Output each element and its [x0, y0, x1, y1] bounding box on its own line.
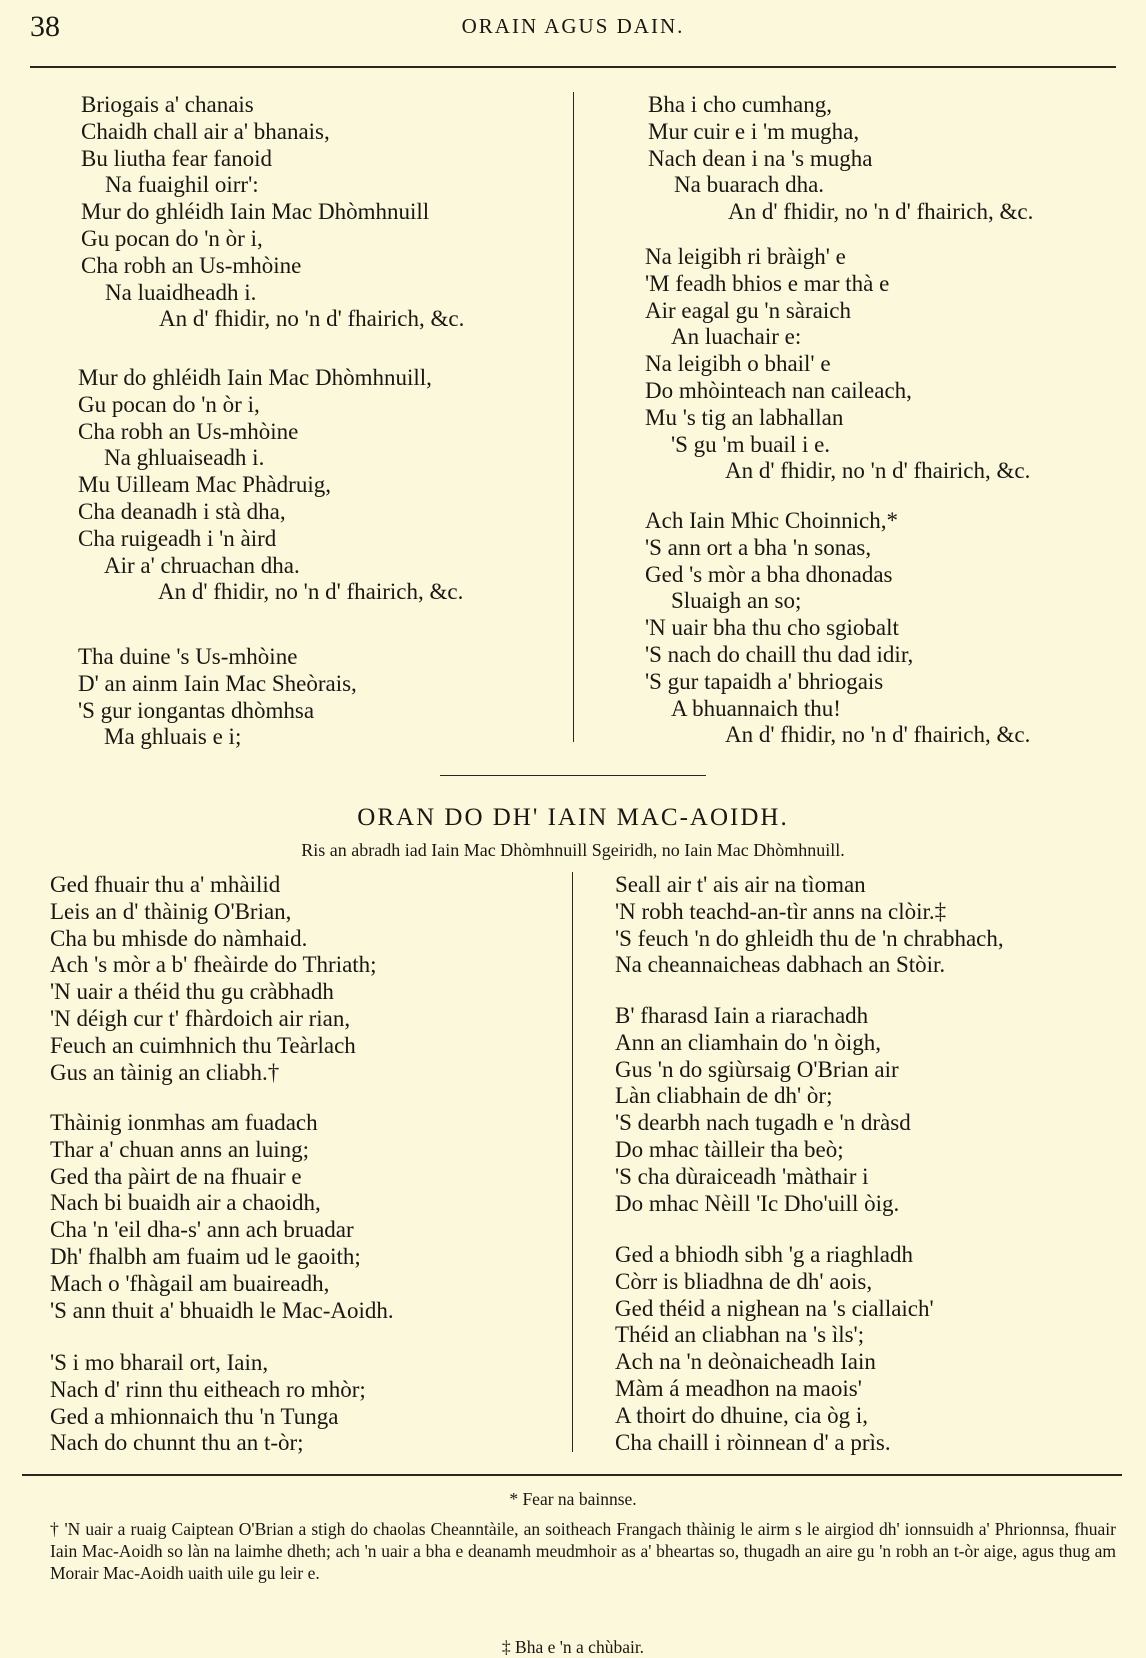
- verse-line: A thoirt do dhuine, cia òg i,: [615, 1402, 868, 1428]
- verse-line: Air a' chruachan dha.: [104, 552, 300, 578]
- verse-line: Ged 's mòr a bha dhonadas: [645, 561, 893, 587]
- verse-line: Ann an cliamhain do 'n òigh,: [615, 1029, 882, 1055]
- stanza: [50, 1350, 366, 1457]
- verse-line: Leis an d' thàinig O'Brian,: [50, 898, 292, 924]
- verse-line: 'S gur tapaidh a' bhriogais: [645, 668, 884, 694]
- page-number: 38: [30, 10, 60, 43]
- verse-line: 'S i mo bharail ort, Iain,: [50, 1350, 269, 1375]
- refrain-line: An d' fhidir, no 'n d' fhairich, &c.: [159, 306, 465, 332]
- verse-line: Làn cliabhain de dh' òr;: [615, 1083, 833, 1109]
- verse-line: Cha robh an Us-mhòine: [81, 252, 302, 278]
- verse-line: Ach 's mòr a b' fheàirde do Thriath;: [50, 952, 377, 978]
- footnote-double-dagger: ‡ Bha e 'n a chùbair.: [501, 1637, 645, 1657]
- footnote-dagger: † 'N uair a ruaig Caiptean O'Brian a stigh do chaolas Cheanntàile, an soitheach Frangach thàinig le airm s le airgiod dh' ionnsuidh a' Phrionnsa, fhuair Iain Mac-Aoidh so làn na laimhe dheth; ach 'n uair a bha e deanamh meudmhoir as a' bheartas so, thugadh an aire gu 'n robh an t-òr aige, agus thug am Morair Mac-Aoidh uaith uile gu leir e.: [50, 1519, 1116, 1583]
- stanza: [50, 872, 377, 1086]
- verse-line: Na cheannaicheas dabhach an Stòir.: [615, 952, 946, 978]
- verse-line: 'S nach do chaill thu dad idir,: [645, 641, 914, 667]
- song-subtitle: Ris an abradh iad Iain Mac Dhòmhnuill Sgeiridh, no Iain Mac Dhòmhnuill.: [301, 840, 845, 860]
- verse-line: 'S feuch 'n do ghleidh thu de 'n chrabhach,: [615, 925, 1004, 951]
- verse-line: Ged fhuair thu a' mhàilid: [50, 872, 281, 897]
- verse-line: Gu pocan do 'n òr i,: [81, 225, 263, 251]
- stanza: [615, 1003, 911, 1217]
- verse-line: A bhuannaich thu!: [671, 695, 841, 721]
- verse-line: Nach d' rinn thu eitheach ro mhòr;: [50, 1376, 366, 1402]
- verse-line: D' an ainm Iain Mac Sheòrais,: [78, 670, 357, 696]
- verse-line: Cha ruigeadh i 'n àird: [78, 525, 277, 551]
- verse-line: Còrr is bliadhna de dh' aois,: [615, 1268, 873, 1294]
- verse-line: 'S ann ort a bha 'n sonas,: [645, 534, 872, 560]
- verse-line: Do mhòinteach nan caileach,: [645, 377, 912, 403]
- verse-line: Gus an tàinig an cliabh.†: [50, 1059, 280, 1085]
- verse-line: Mur do ghléidh Iain Mac Dhòmhnuill,: [78, 365, 432, 390]
- refrain-line: An d' fhidir, no 'n d' fhairich, &c.: [728, 199, 1034, 225]
- verse-line: Cha 'n 'eil dha-s' ann ach bruadar: [50, 1217, 354, 1243]
- verse-line: Na fuaighil oirr':: [105, 172, 259, 198]
- verse-line: B' fharasd Iain a riarachadh: [615, 1003, 869, 1028]
- verse-line: Sluaigh an so;: [671, 588, 802, 614]
- verse-line: 'S ann thuit a' bhuaidh le Mac-Aoidh.: [50, 1297, 394, 1323]
- verse-line: Ma ghluais e i;: [104, 724, 242, 750]
- refrain-line: An d' fhidir, no 'n d' fhairich, &c.: [725, 722, 1031, 748]
- verse-line: Gu pocan do 'n òr i,: [78, 391, 260, 417]
- verse-line: 'S gur iongantas dhòmhsa: [78, 697, 315, 723]
- verse-line: Do mhac tàilleir tha beò;: [615, 1136, 844, 1162]
- footnote-star: * Fear na bainnse.: [509, 1489, 637, 1509]
- refrain-line: An d' fhidir, no 'n d' fhairich, &c.: [725, 458, 1031, 484]
- verse-line: Briogais a' chanais: [81, 92, 254, 117]
- verse-line: Gus 'n do sgiùrsaig O'Brian air: [615, 1056, 899, 1082]
- footnote-rule: [22, 1474, 1122, 1476]
- verse-line: Air eagal gu 'n sàraich: [645, 297, 851, 323]
- verse-line: Nach bi buaidh air a chaoidh,: [50, 1190, 321, 1216]
- running-head: ORAIN AGUS DAIN.: [461, 14, 685, 38]
- verse-line: Ged théid a nighean na 's ciallaich': [615, 1295, 934, 1321]
- verse-line: Cha robh an Us-mhòine: [78, 418, 299, 444]
- verse-line: Màm á meadhon na maois': [615, 1375, 862, 1401]
- verse-line: Nach dean i na 's mugha: [648, 145, 873, 171]
- stanza: [78, 644, 357, 751]
- verse-line: Dh' fhalbh am fuaim ud le gaoith;: [50, 1243, 361, 1269]
- verse-line: Seall air t' ais air na tìoman: [615, 872, 866, 897]
- verse-line: Mach o 'fhàgail am buaireadh,: [50, 1270, 330, 1296]
- section-rule: [440, 775, 706, 776]
- verse-line: Tha duine 's Us-mhòine: [78, 644, 298, 669]
- verse-line: An luachair e:: [671, 324, 802, 350]
- stanza: [78, 365, 463, 606]
- verse-line: 'M feadh bhios e mar thà e: [645, 270, 890, 296]
- column-divider-bottom: [572, 872, 573, 1452]
- verse-line: Mu Uilleam Mac Phàdruig,: [78, 472, 331, 498]
- verse-line: Cha bu mhisde do nàmhaid.: [50, 925, 308, 951]
- verse-line: Na ghluaiseadh i.: [104, 445, 265, 471]
- verse-line: Cha chaill i ròinnean d' a prìs.: [615, 1429, 891, 1455]
- stanza: [50, 1110, 394, 1324]
- stanza: [81, 92, 464, 333]
- verse-line: Ged a mhionnaich thu 'n Tunga: [50, 1403, 339, 1429]
- column-divider-top: [573, 92, 574, 742]
- stanza: [645, 508, 1030, 749]
- verse-line: Thar a' chuan anns an luing;: [50, 1136, 309, 1162]
- verse-line: Na leigibh ri bràigh' e: [645, 244, 846, 269]
- verse-line: Ach na 'n deònaicheadh Iain: [615, 1349, 876, 1375]
- stanza: [645, 244, 1030, 485]
- stanza: [615, 872, 1004, 979]
- verse-line: Bha i cho cumhang,: [648, 92, 832, 117]
- verse-line: Na luaidheadh i.: [105, 279, 257, 305]
- verse-line: 'N uair a théid thu gu cràbhadh: [50, 979, 334, 1005]
- verse-line: 'S dearbh nach tugadh e 'n dràsd: [615, 1110, 911, 1136]
- verse-line: Bu liutha fear fanoid: [81, 145, 272, 171]
- verse-line: Théid an cliabhan na 's ìls';: [615, 1322, 865, 1348]
- verse-line: 'N uair bha thu cho sgiobalt: [645, 615, 899, 641]
- verse-line: Thàinig ionmhas am fuadach: [50, 1110, 318, 1135]
- verse-line: Mur do ghléidh Iain Mac Dhòmhnuill: [81, 199, 430, 225]
- verse-line: 'S cha dùraiceadh 'màthair i: [615, 1163, 869, 1189]
- verse-line: Ach Iain Mhic Choinnich,*: [645, 508, 898, 533]
- verse-line: Mu 's tig an labhallan: [645, 404, 844, 430]
- verse-line: Cha deanadh i stà dha,: [78, 498, 286, 524]
- verse-line: Nach do chunnt thu an t-òr;: [50, 1430, 304, 1456]
- verse-line: 'N déigh cur t' fhàrdoich air rian,: [50, 1005, 351, 1031]
- verse-line: 'S gu 'm buail i e.: [671, 431, 831, 457]
- verse-line: Na leigibh o bhail' e: [645, 351, 831, 377]
- verse-line: Mur cuir e i 'm mugha,: [648, 118, 860, 144]
- verse-line: Na buarach dha.: [674, 172, 825, 198]
- verse-line: Ged a bhiodh sibh 'g a riaghladh: [615, 1242, 913, 1267]
- verse-line: 'N robh teachd-an-tìr anns na clòir.‡: [615, 898, 947, 924]
- stanza: [648, 92, 1033, 226]
- verse-line: Ged tha pàirt de na fhuair e: [50, 1163, 302, 1189]
- header-rule: [30, 66, 1116, 68]
- verse-line: Feuch an cuimhnich thu Teàrlach: [50, 1032, 356, 1058]
- song-title: ORAN DO DH' IAIN MAC-AOIDH.: [357, 804, 789, 831]
- verse-line: Chaidh chall air a' bhanais,: [81, 118, 330, 144]
- stanza: [615, 1242, 934, 1456]
- refrain-line: An d' fhidir, no 'n d' fhairich, &c.: [158, 579, 464, 605]
- verse-line: Do mhac Nèill 'Ic Dho'uill òig.: [615, 1190, 900, 1216]
